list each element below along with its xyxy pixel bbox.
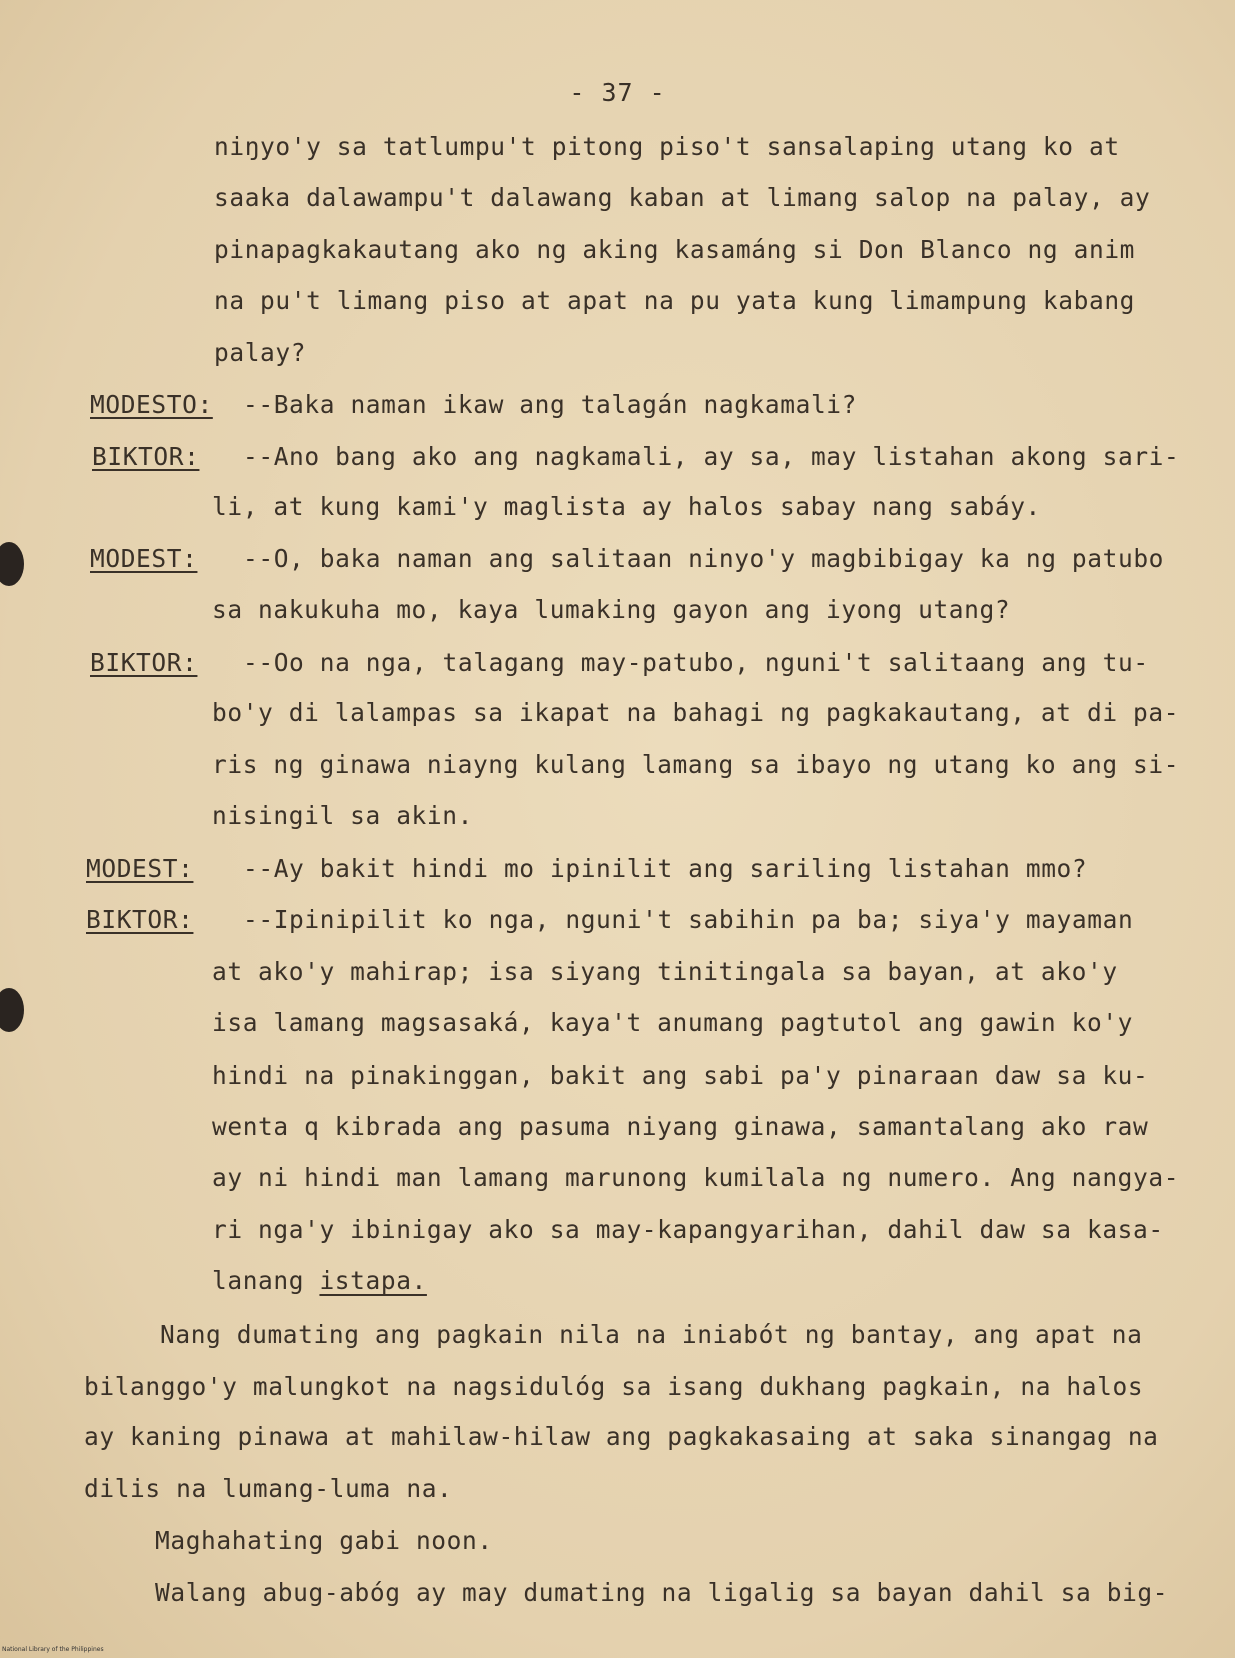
text-line: niŋyo'y sa tatlumpu't pitong piso't sansalaping utang ko at (214, 132, 1120, 161)
text-line: ay ni hindi man lamang marunong kumilala ng numero. Ang nangya- (212, 1163, 1180, 1192)
narrative-line: bilanggo'y malungkot na nagsidulóg sa isang dukhang pagkain, na halos (84, 1372, 1144, 1401)
text-line: wenta q kibrada ang pasuma niyang ginawa, samantalang ako raw (212, 1112, 1149, 1141)
speaker-label: BIKTOR: (92, 442, 200, 471)
text-line: isa lamang magsasaká, kaya't anumang pagtutol ang gawin ko'y (212, 1008, 1134, 1037)
text-line: palay? (214, 338, 307, 367)
speaker-label: MODESTO: (90, 390, 213, 419)
dialogue-line: --Baka naman ikaw ang talagán nagkamali? (243, 390, 858, 419)
dialogue-line: --Ipinipilit ko nga, nguni't sabihin pa ba; siya'y mayaman (243, 905, 1134, 934)
text-segment: lanang (212, 1266, 320, 1295)
narrative-line: dilis na lumang-luma na. (84, 1474, 453, 1503)
text-line: li, at kung kami'y maglista ay halos sabay nang sabáy. (212, 492, 1041, 521)
speaker-label: BIKTOR: (86, 905, 194, 934)
text-line: pinapagkakautang ako ng aking kasamáng si Don Blanco ng anim (214, 235, 1136, 264)
dialogue-line: --O, baka naman ang salitaan ninyo'y magbibigay ka ng patubo (243, 544, 1165, 573)
punch-hole-bottom (0, 988, 24, 1032)
narrative-line: ay kaning pinawa at mahilaw-hilaw ang pagkakasaing at saka sinangag na (84, 1422, 1159, 1451)
text-line: nisingil sa akin. (212, 801, 473, 830)
text-line: bo'y di lalampas sa ikapat na bahagi ng pagkakautang, at di pa- (212, 698, 1180, 727)
dialogue-line: --Ay bakit hindi mo ipinilit ang sariling listahan mmo? (243, 854, 1088, 883)
speaker-label: MODEST: (86, 854, 194, 883)
text-line: na pu't limang piso at apat na pu yata kung limampung kabang (214, 286, 1136, 315)
text-line: ris ng ginawa niayng kulang lamang sa ibayo ng utang ko ang si- (212, 750, 1180, 779)
narrative-line: Maghahating gabi noon. (155, 1526, 493, 1555)
dialogue-line: --Oo na nga, talagang may-patubo, nguni't salitaang ang tu- (243, 648, 1149, 677)
speaker-label: MODEST: (90, 544, 198, 573)
text-line (212, 1266, 427, 1295)
punch-hole-top (0, 542, 24, 586)
text-line: hindi na pinakinggan, bakit ang sabi pa'y pinaraan daw sa ku- (212, 1061, 1149, 1090)
archive-footer: National Library of the Philippines (2, 1646, 104, 1653)
text-line: at ako'y mahirap; isa siyang tinitingala sa bayan, at ako'y (212, 957, 1118, 986)
underlined-word: istapa. (319, 1266, 427, 1295)
text-line: saaka dalawampu't dalawang kaban at limang salop na palay, ay (214, 183, 1151, 212)
narrative-line: Walang abug-abóg ay may dumating na ligalig sa bayan dahil sa big- (155, 1578, 1169, 1607)
text-line: ri nga'y ibinigay ako sa may-kapangyarihan, dahil daw sa kasa- (212, 1215, 1164, 1244)
narrative-line: Nang dumating ang pagkain nila na iniabót ng bantay, ang apat na (160, 1320, 1143, 1349)
dialogue-line: --Ano bang ako ang nagkamali, ay sa, may listahan akong sari- (243, 442, 1180, 471)
page-number: - 37 - (569, 78, 666, 107)
text-line: sa nakukuha mo, kaya lumaking gayon ang iyong utang? (212, 595, 1011, 624)
speaker-label: BIKTOR: (90, 648, 198, 677)
